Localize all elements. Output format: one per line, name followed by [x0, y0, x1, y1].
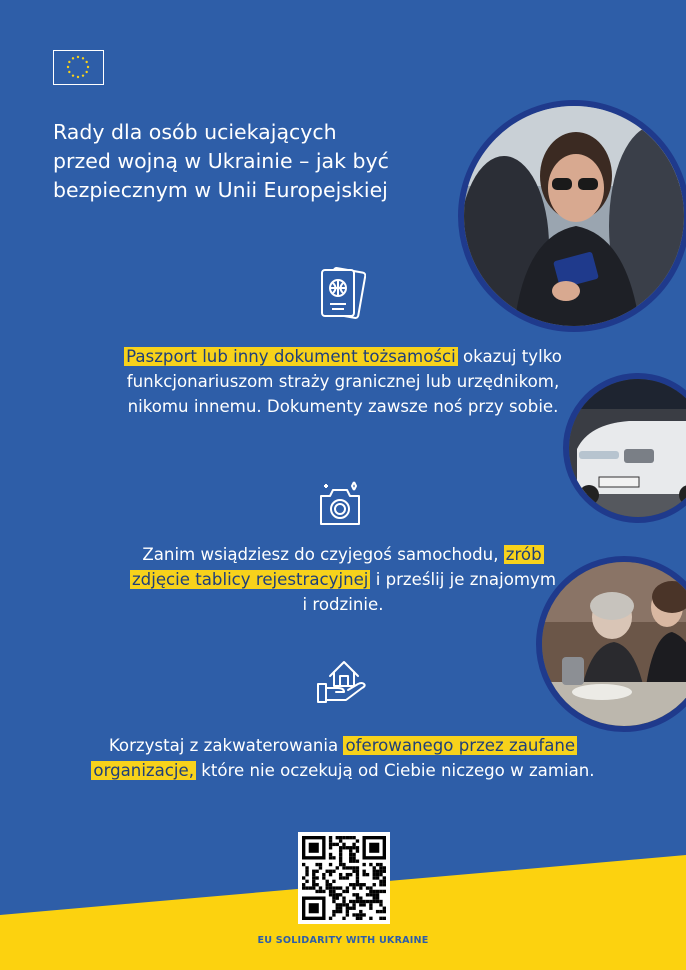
poster-title [53, 118, 453, 205]
title-line: Rady dla osób uciekających [53, 120, 337, 144]
title-line: przed wojną w Ukrainie – jak być [53, 149, 389, 173]
highlighted-text: zrób [505, 545, 542, 564]
tip-line [40, 733, 646, 758]
footer-tagline: EU SOLIDARITY WITH UKRAINE [257, 935, 429, 946]
house-in-hand-icon [316, 652, 370, 710]
tip-camera [40, 542, 646, 617]
highlighted-text: organizacje, [93, 761, 195, 780]
tip-text: które nie oczekują od Ciebie niczego w zamian. [196, 761, 595, 780]
tip-text: i rodzinie. [302, 595, 384, 614]
tip-text: nikomu innemu. Dokumenty zawsze noś przy sobie. [127, 397, 559, 416]
tip-accommodation [40, 733, 646, 783]
camera-icon [318, 478, 362, 532]
tip-text: okazuj tylko [457, 347, 562, 366]
tip-line [40, 542, 646, 567]
woman-with-passport-photo [458, 100, 686, 332]
highlighted-text: zdjęcie tablicy rejestracyjnej [131, 570, 369, 589]
tip-line [40, 344, 646, 369]
highlighted-text: Paszport lub inny dokument tożsamości [126, 347, 456, 366]
tip-text: Zanim wsiądziesz do czyjegoś samochodu, [142, 545, 504, 564]
title-line: bezpiecznym w Unii Europejskiej [53, 178, 388, 202]
tip-line [40, 592, 646, 617]
tip-text: Korzystaj z zakwaterowania [108, 736, 344, 755]
tip-text: funkcjonariuszom straży granicznej lub urzędnikom, [126, 372, 560, 391]
tip-line [40, 758, 646, 783]
eu-flag-icon [53, 50, 104, 85]
tip-line [40, 394, 646, 419]
tip-line [40, 567, 646, 592]
qr-code-icon[interactable] [298, 832, 390, 924]
tip-passport [40, 344, 646, 419]
tip-line [40, 369, 646, 394]
passport-icon [318, 264, 366, 326]
highlighted-text: oferowanego przez zaufane [345, 736, 576, 755]
tip-text: i prześlij je znajomym [370, 570, 557, 589]
